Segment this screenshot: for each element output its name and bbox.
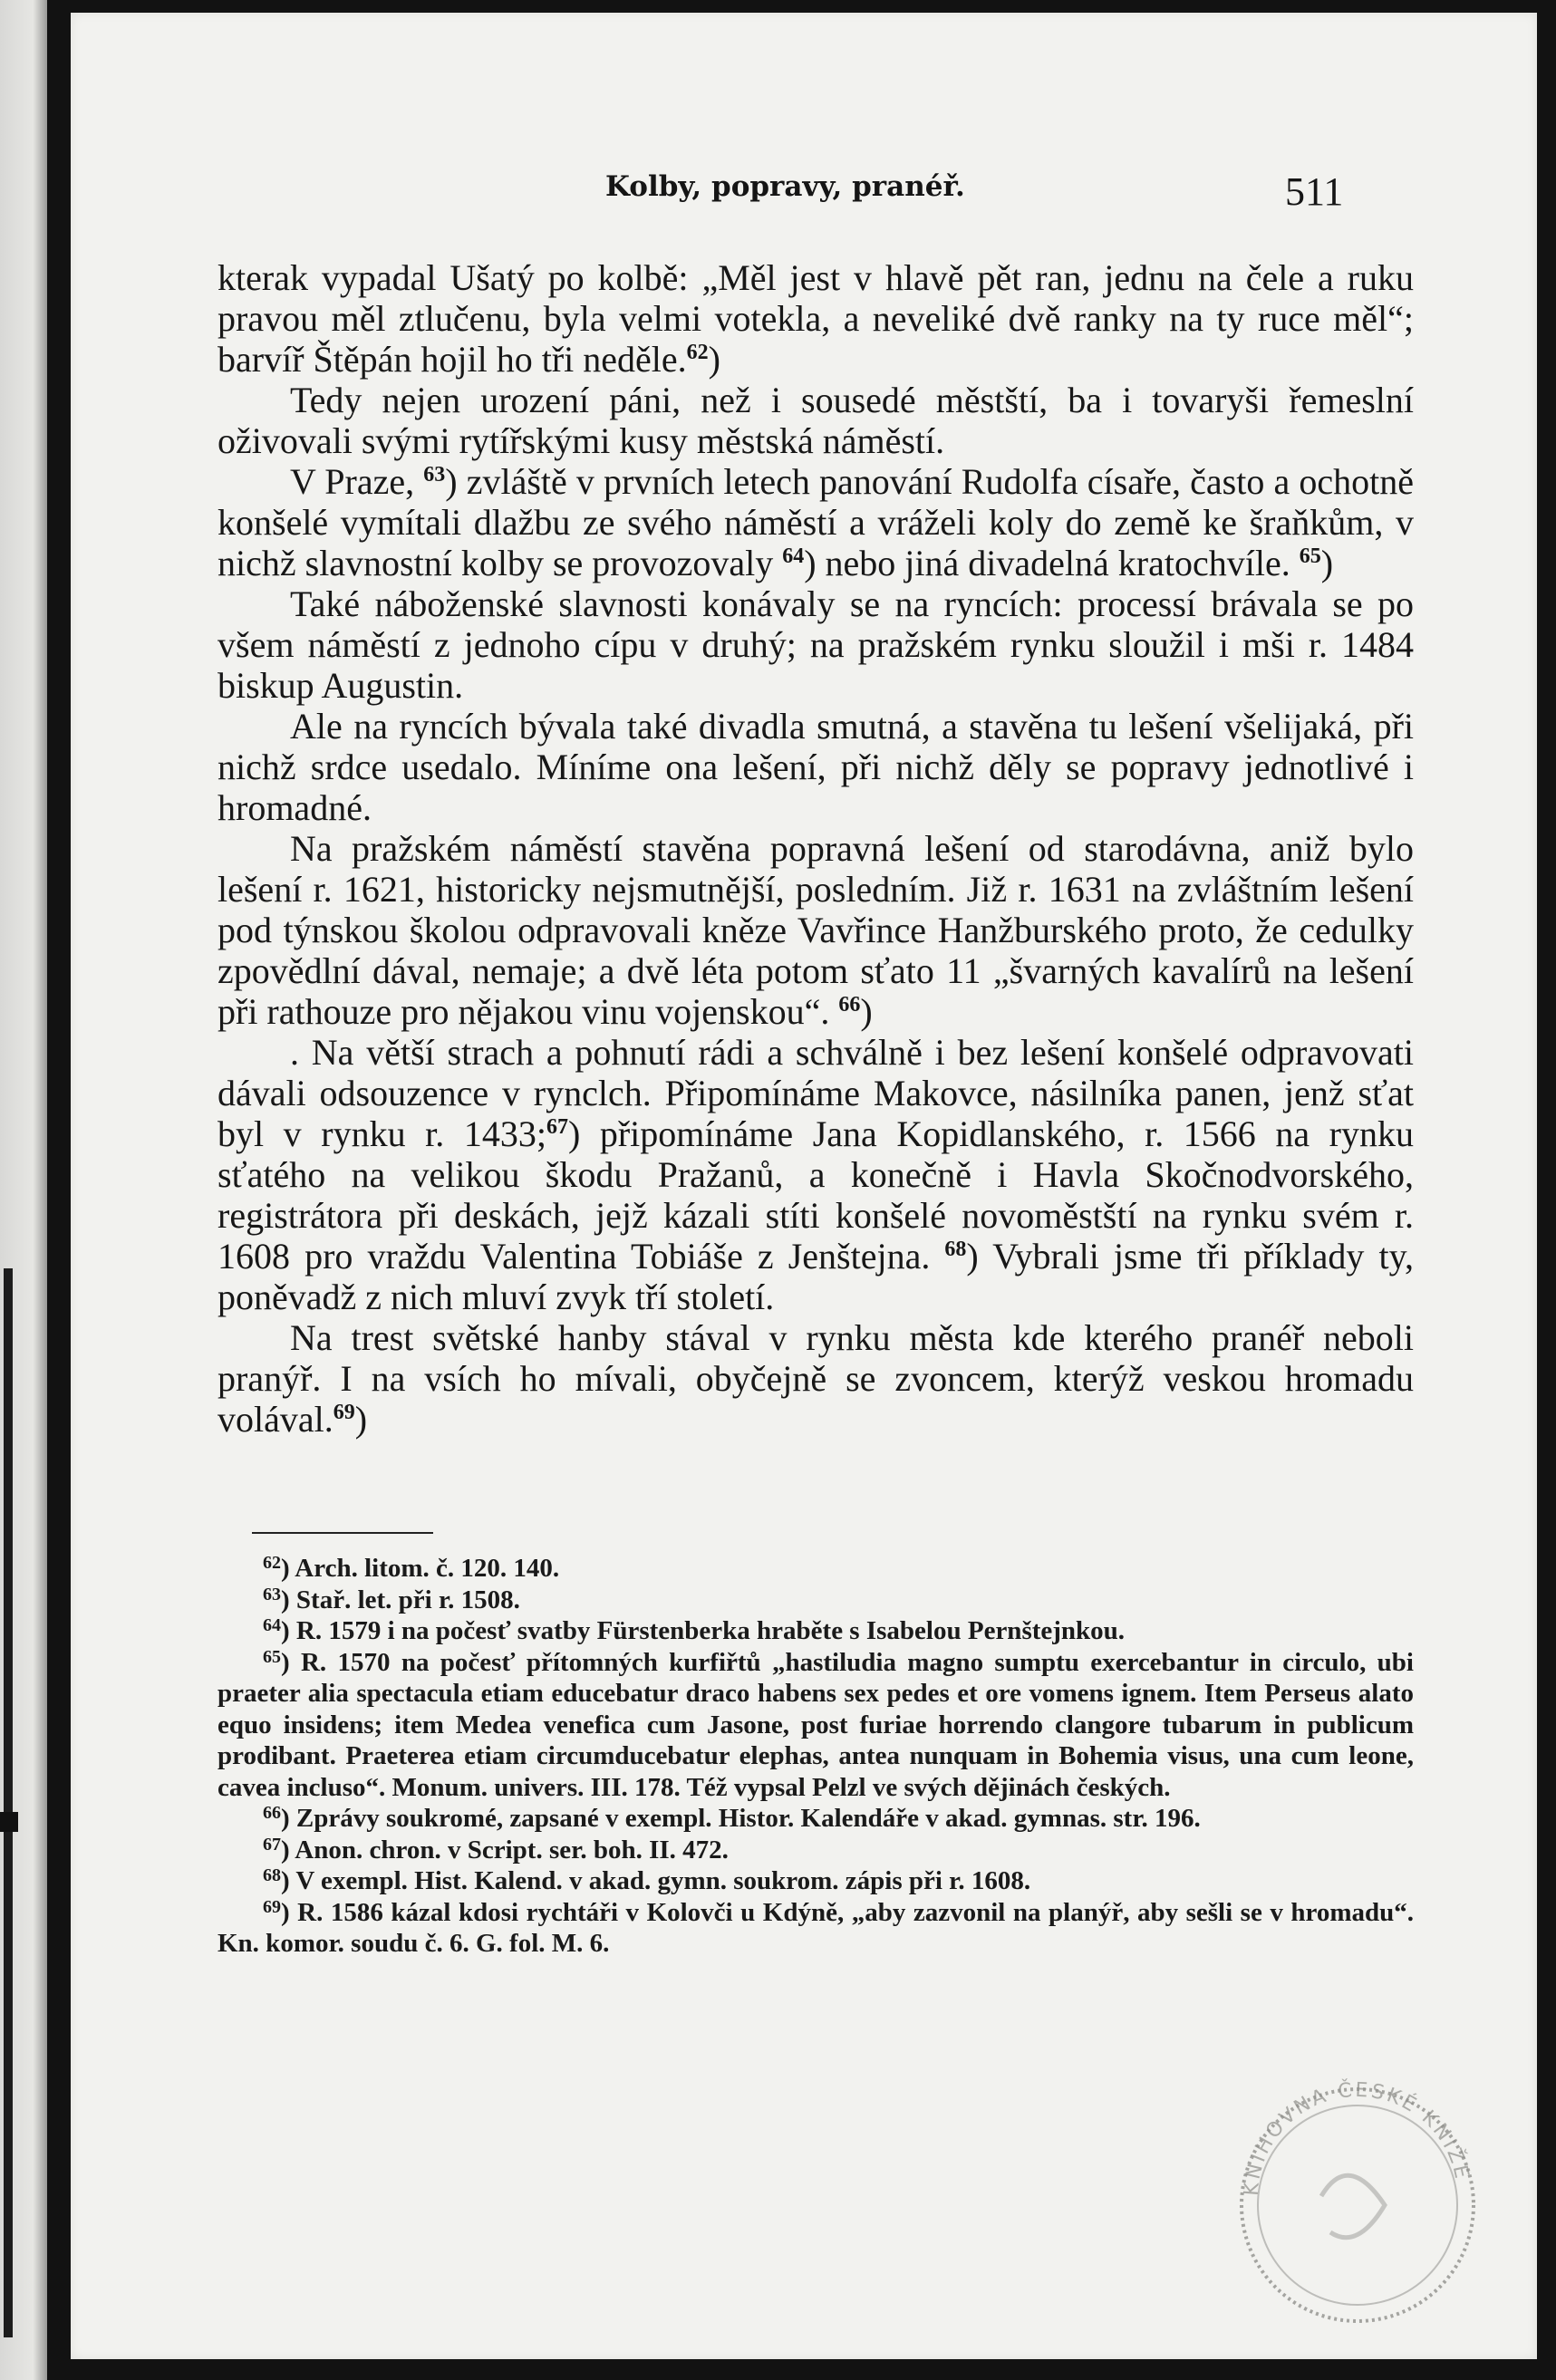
paragraph: V Praze, $^{63}$) zvláště v prvních letech panování Rudolfa císaře, často a ochotně konšelé vymítali dlažbu ze svého náměstí a vráželi koly do země ke šraňkům, v nichž slavnostní kolby se provozovaly $^{64}$) nebo jiná divadelná kratochvíle. $^{65}$) — [217, 461, 1414, 583]
running-head: Kolby, popravy, pranéř. — [605, 170, 965, 203]
footnote-ref: 69 — [333, 1401, 355, 1424]
footnote: $^{63}$) Stař. let. při r. 1508. — [263, 1584, 520, 1614]
library-stamp — [1203, 2060, 1512, 2332]
footnote-number: 66 — [263, 1803, 281, 1823]
footnote-ref: 65 — [1299, 544, 1321, 568]
footnote-number: 65 — [263, 1646, 281, 1667]
binding-shadow — [4, 1268, 13, 2337]
paragraph: Také náboženské slavnosti konávaly se na ryncích: processí brávala se po všem náměstí z jednoho cípu v druhý; na pražském rynku sloužil i mši r. 1484 biskup Augustin. — [217, 583, 1414, 706]
paragraph: Ale na ryncích bývala také divadla smutná, a stavěna tu lešení všelijaká, při nichž srdce usedalo. Míníme ona lešení, při nichž děly se popravy jednotlivé i hromadné. — [217, 706, 1414, 828]
paragraph: kterak vypadal Ušatý po kolbě: „Měl jest v hlavě pět ran, jednu na čele a ruku pravou měl ztlučenu, byla velmi votekla, a neveliké dvě ranky na ty ruce měl“; barvíř Štěpán hojil ho tři neděle.$^{62}$) — [217, 257, 1414, 380]
footnote: $^{64}$) R. 1579 i na počesť svatby Fürstenberka hraběte s Isabelou Pernštejnkou. — [263, 1615, 1126, 1645]
paragraph: Na trest světské hanby stával v rynku města kde kterého pranéř neboli pranýř. I na vsích ho mívali, obyčejně se zvoncem, kterýž veskou hromadu volával.$^{69}$) — [217, 1317, 1414, 1440]
body-text — [217, 257, 1414, 1440]
footnote-ref: 63 — [423, 463, 446, 487]
footnote: $^{69}$) R. 1586 kázal kdosi rychtáři v Kolovči u Kdýně, „aby zazvonil na planýř, aby sešli se v hromadu“. Kn. komor. soudu č. 6. G. fol. M. 6. — [217, 1896, 1414, 1958]
footnote-divider — [252, 1532, 433, 1534]
footnote-ref: 62 — [686, 341, 709, 364]
footnote-ref: 67 — [546, 1115, 568, 1139]
page-header — [71, 150, 1537, 214]
footnote-number: 62 — [263, 1553, 281, 1573]
paragraph: Tedy nejen urození páni, než i sousedé městští, ba i tovaryši řemeslní oživovali svými rytířskými kusy městská náměstí. — [217, 380, 1414, 461]
footnote-ref: 66 — [838, 993, 861, 1017]
paragraph: Na pražském náměstí stavěna popravná lešení od starodávna, aniž bylo lešení r. 1621, historicky nejsmutnější, posledním. Již r. 1631 na zvláštním lešení pod týnskou školou odpravovali kněze Vavřince Hanžburského proto, že cedulky zpovědlní dával, nemaje; a dvě léta potom sťato 11 „švarných kavalírů na lešení při rathouze pro nějakou vinu vojenskou“. $^{66}$) — [217, 828, 1414, 1032]
footnote-number: 64 — [263, 1615, 281, 1635]
footnote-number: 69 — [263, 1896, 281, 1917]
footnote-number: 68 — [263, 1865, 281, 1885]
book-page — [71, 13, 1537, 2359]
footnote: $^{62}$) Arch. litom. č. 120. 140. — [263, 1553, 560, 1583]
paragraph: . Na větší strach a pohnutí rádi a schválně i bez lešení konšelé odpravovati dávali odsouzence v rynclch. Připomínáme Makovce, násilníka panen, jenž sťat byl v rynku r. 1433;$^{67}$) připomínáme Jana Kopidlanského, r. 1566 na rynku sťatého na velikou škodu Pražanů, a konečně i Havla Skočnodvorského, registrátora při deskách, jejž kázali stíti konšelé novoměstští na rynku svém r. 1608 pro vraždu Valentina Tobiáše z Jenštejna. $^{68}$) Vybrali jsme tři příklady ty, poněvadž z nich mluví zvyk tří století. — [217, 1032, 1415, 1317]
page-number: 511 — [1285, 169, 1344, 214]
footnote-ref: 64 — [782, 544, 805, 568]
footnote: $^{66}$) Zprávy soukromé, zapsané v exempl. Histor. Kalendáře v akad. gymnas. str. 196. — [263, 1803, 1201, 1833]
footnote-number: 67 — [263, 1834, 281, 1855]
footnote: $^{68}$) V exempl. Hist. Kalend. v akad. gymn. soukrom. zápis při r. 1608. — [263, 1865, 1031, 1895]
footnotes — [217, 1553, 1414, 1960]
footnote-ref: 68 — [944, 1238, 967, 1261]
footnote-number: 63 — [263, 1584, 281, 1604]
footnote: $^{67}$) Anon. chron. v Script. ser. boh. II. 472. — [263, 1834, 729, 1864]
footnote: $^{65}$) R. 1570 na počesť přítomných kurfiřtů „hastiludia magno sumptu exercebantur in circulo, ubi praeter alia spectacula etiam educebatur draco habens sex pedes et ore vomens ignem. Item Perseus alato equo insidens; item Medea venefica cum Jasone, post furiae horrendo clangore tubarum in publicum prodibant. Praeterea etiam circumducebatur elephas, antea nunquam in Bohemia visus, una cum leone, cavea incluso“. Monum. univers. III. 178. Též vypsal Pelzl ve svých dějinách českých. — [217, 1646, 1414, 1802]
stamp-text: KNIHOVNA ČESKÉ KNIŽE — [1240, 2078, 1474, 2197]
binding-mark — [0, 1812, 18, 1832]
